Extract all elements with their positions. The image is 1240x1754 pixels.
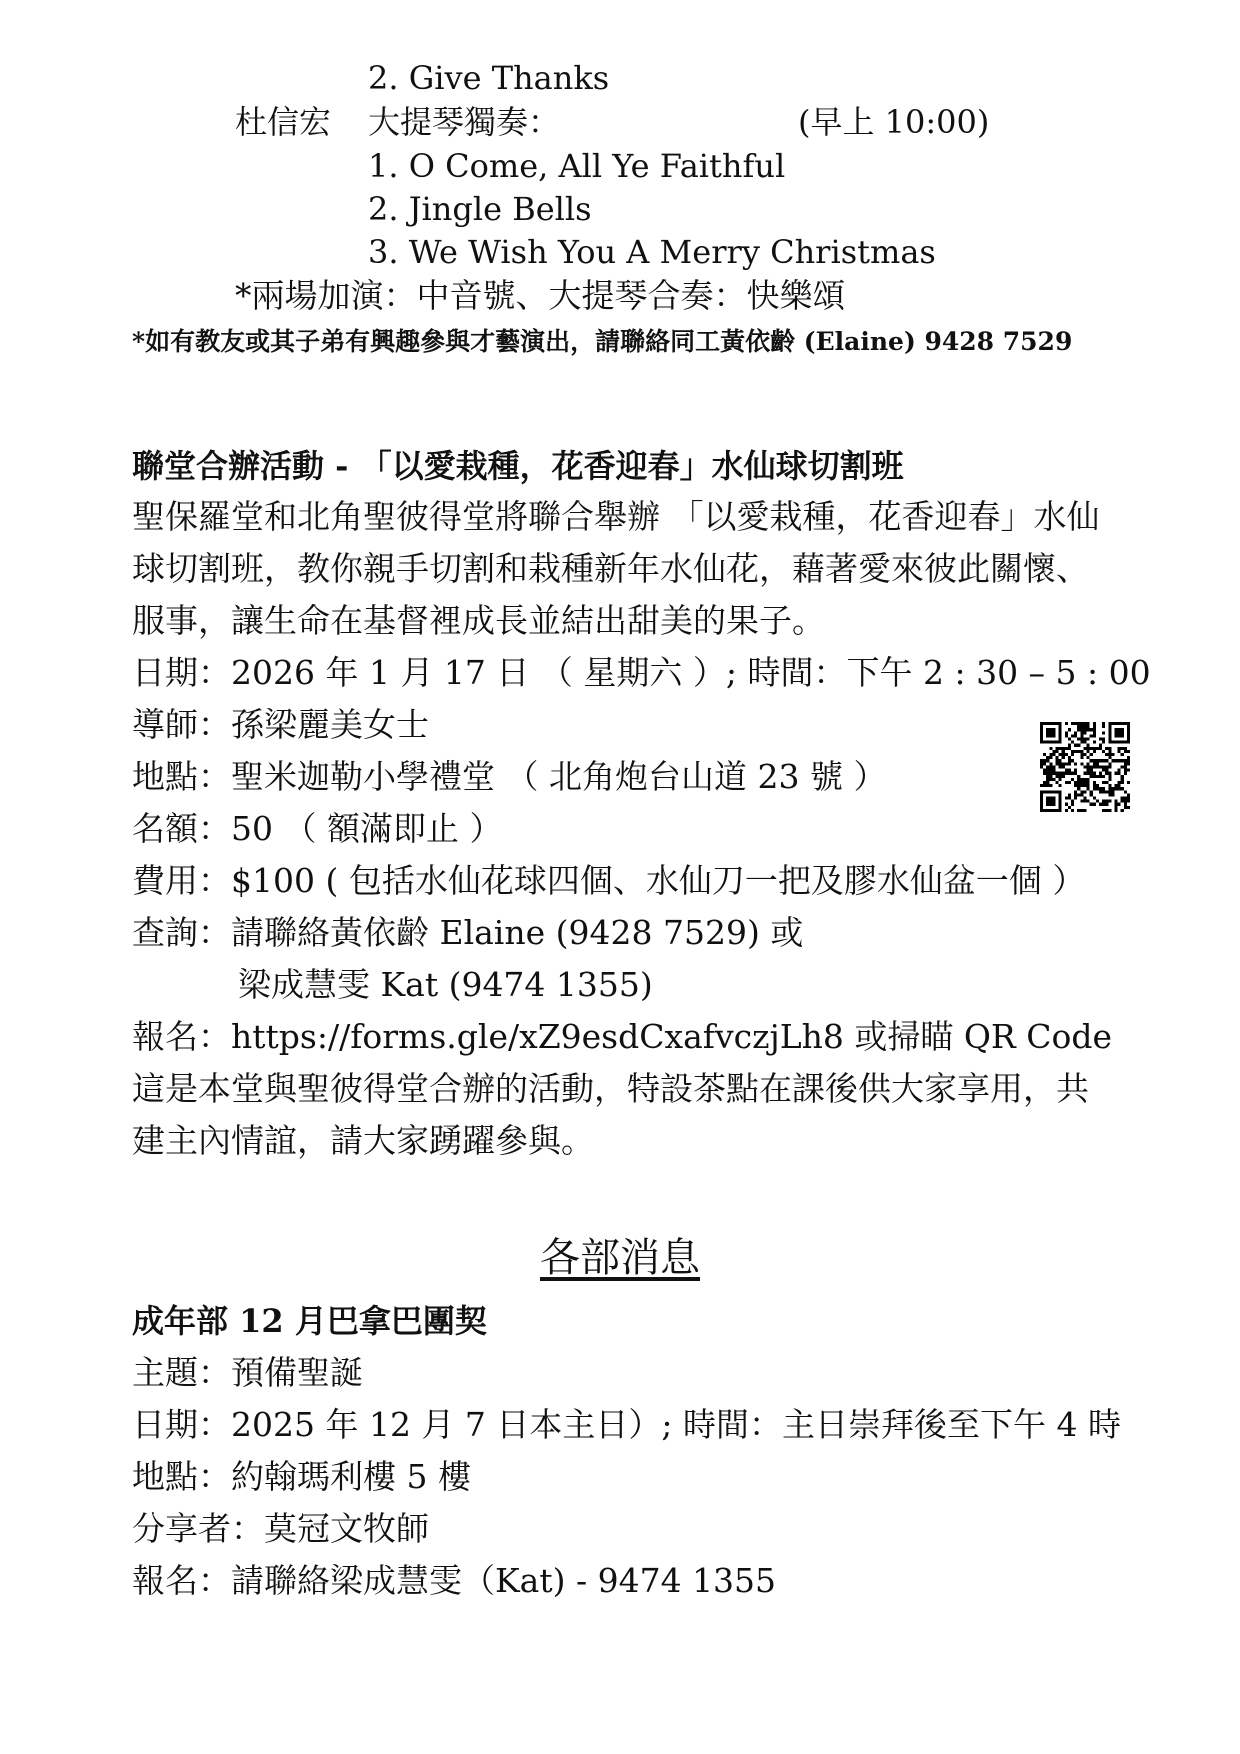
- joint-event-fee: 費用：$100 ( 包括水仙花球四個、水仙刀一把及膠水仙盆一個 ）: [132, 861, 1086, 900]
- contact-note: *如有教友或其子弟有興趣參與才藝演出，請聯絡同工黃依齡 (Elaine) 9428 7529: [132, 327, 1073, 356]
- joint-event-quota: 名額：50 （ 額滿即止 ）: [132, 809, 503, 848]
- joint-event-intro-line: 服事，讓生命在基督裡成長並結出甜美的果子。: [132, 601, 825, 640]
- registration-qr-code[interactable]: [1040, 722, 1130, 812]
- performance-time: (早上 10:00): [798, 103, 990, 141]
- joint-event-date: 日期：2026 年 1 月 17 日 （ 星期六 ）; 時間：下午 2 : 30 – 5 : 00: [132, 653, 1151, 692]
- song-item: 3. We Wish You A Merry Christmas: [368, 233, 936, 271]
- cello-solo-label: 大提琴獨奏：: [368, 103, 561, 141]
- adult-venue: 地點：約翰瑪利樓 5 樓: [132, 1457, 471, 1496]
- adult-registration: 報名：請聯絡梁成慧雯（Kat) - 9474 1355: [132, 1561, 777, 1600]
- adult-date: 日期：2025 年 12 月 7 日本主日）; 時間：主日崇拜後至下午 4 時: [132, 1405, 1122, 1444]
- performer-name: 杜信宏: [235, 103, 332, 141]
- adult-speaker: 分享者：莫冠文牧師: [132, 1509, 429, 1548]
- joint-event-venue: 地點：聖米迦勒小學禮堂 （ 北角炮台山道 23 號 ）: [132, 757, 887, 796]
- song-give-thanks: 2. Give Thanks: [368, 59, 610, 97]
- joint-event-intro-line: 球切割班，教你親手切割和栽種新年水仙花，藉著愛來彼此關懷、: [132, 549, 1089, 588]
- encore-note: *兩場加演：中音號、大提琴合奏：快樂頌: [235, 276, 846, 315]
- joint-event-registration[interactable]: 報名：https://forms.gle/xZ9esdCxafvczjLh8 或掃瞄 QR Code: [132, 1017, 1113, 1056]
- joint-event-title: 聯堂合辦活動 - 「以愛栽種，花香迎春」水仙球切割班: [132, 447, 904, 485]
- joint-event-enquiry-2: 梁成慧雯 Kat (9474 1355): [238, 965, 653, 1004]
- adult-theme: 主題：預備聖誕: [132, 1353, 363, 1392]
- song-item: 1. O Come, All Ye Faithful: [368, 147, 786, 185]
- joint-event-closing-line: 這是本堂與聖彼得堂合辦的活動，特設茶點在課後供大家享用，共: [132, 1069, 1089, 1108]
- song-item: 2. Jingle Bells: [368, 190, 592, 228]
- joint-event-intro-line: 聖保羅堂和北角聖彼得堂將聯合舉辦 「以愛栽種，花香迎春」水仙: [132, 497, 1100, 536]
- joint-event-closing-line: 建主內情誼，請大家踴躍參與。: [132, 1121, 594, 1160]
- departments-heading: 各部消息: [540, 1235, 700, 1281]
- adult-fellowship-title: 成年部 12 月巴拿巴團契: [132, 1302, 487, 1340]
- joint-event-tutor: 導師：孫梁麗美女士: [132, 705, 429, 744]
- joint-event-enquiry: 查詢：請聯絡黃依齡 Elaine (9428 7529) 或: [132, 913, 804, 952]
